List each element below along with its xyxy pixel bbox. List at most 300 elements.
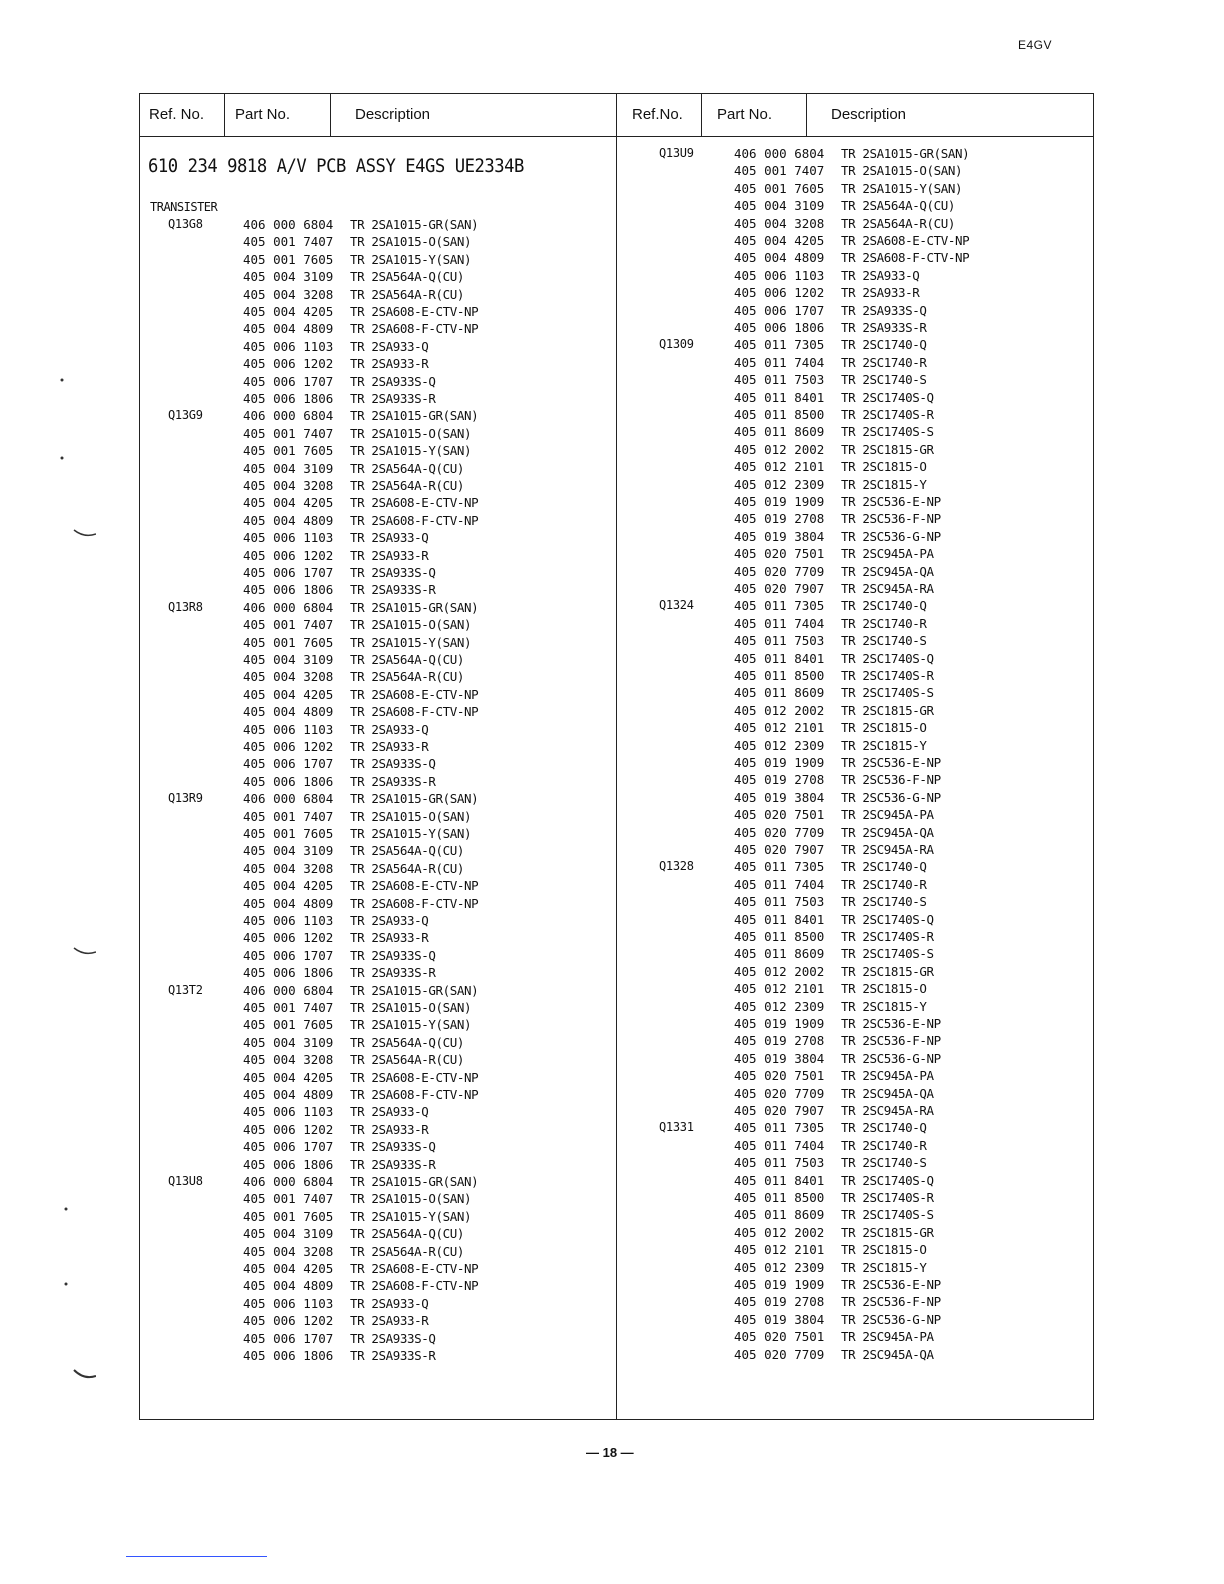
part-number: 405 012 2309 [734, 998, 825, 1014]
part-description: TR 2SA608-F-CTV-NP [350, 704, 479, 720]
ref-number: Q13R8 [168, 599, 203, 614]
part-description: TR 2SA933-R [350, 356, 429, 372]
part-number: 405 012 2002 [734, 963, 825, 979]
col-divider-right-ref [701, 93, 702, 136]
part-number: 405 019 3804 [734, 1050, 825, 1066]
part-description: TR 2SC1740-R [841, 615, 927, 631]
part-description: TR 2SA933S-Q [350, 565, 436, 580]
part-number: 405 004 4205 [243, 878, 334, 894]
col-divider-left-ref [224, 93, 225, 136]
part-description: TR 2SA608-F-CTV-NP [841, 250, 970, 266]
header-ref-no-right: Ref.No. [632, 106, 683, 123]
part-number: 405 004 4809 [243, 512, 334, 528]
part-number: 405 004 4809 [243, 1087, 334, 1102]
part-description: TR 2SA933-Q [350, 530, 429, 546]
part-description: TR 2SA564A-Q(CU) [350, 652, 465, 667]
part-number: 405 006 1103 [243, 913, 334, 928]
ref-number: Q1328 [659, 859, 694, 874]
part-number: 405 011 8401 [734, 911, 825, 927]
part-description: TR 2SA933S-R [350, 391, 436, 406]
part-number: 405 001 7605 [243, 443, 334, 459]
part-number: 405 020 7501 [734, 1329, 825, 1345]
part-description: TR 2SC1815-Y [841, 737, 927, 753]
part-number: 405 012 2002 [734, 1224, 825, 1240]
header-description-right: Description [831, 106, 907, 123]
part-description: TR 2SA564A-R(CU) [350, 286, 465, 302]
part-description: TR 2SA564A-R(CU) [350, 1243, 465, 1259]
part-description: TR 2SA933S-Q [350, 1330, 436, 1346]
ref-number: Q13G9 [168, 408, 203, 423]
part-number: 405 020 7709 [734, 824, 825, 840]
part-number: 405 004 3208 [243, 286, 334, 302]
part-number: 405 001 7407 [243, 808, 334, 824]
part-description: TR 2SC536-E-NP [841, 494, 941, 509]
part-description: TR 2SA933S-R [841, 320, 927, 335]
part-description: TR 2SC1740-Q [841, 337, 927, 353]
part-description: TR 2SA933-Q [350, 338, 429, 354]
part-number: 405 004 3208 [243, 1243, 334, 1259]
part-description: TR 2SA1015-O(SAN) [350, 617, 472, 633]
part-description: TR 2SA933-R [350, 739, 429, 754]
part-number: 405 004 4205 [243, 304, 334, 319]
part-number: 405 001 7407 [243, 617, 334, 633]
header-part-no-right: Part No. [717, 106, 773, 123]
part-number: 405 006 1707 [243, 947, 334, 963]
part-description: TR 2SA1015-Y(SAN) [841, 180, 963, 196]
part-number: 405 004 3208 [243, 1052, 334, 1068]
part-description: TR 2SC1815-O [841, 1242, 927, 1258]
part-number: 405 006 1103 [243, 530, 334, 546]
part-number: 405 004 3109 [243, 1034, 334, 1050]
part-number: 405 004 3109 [734, 198, 825, 214]
part-description: TR 2SC1740-S [841, 1155, 927, 1171]
part-description: TR 2SA1015-Y(SAN) [350, 1208, 472, 1224]
part-description: TR 2SC1740-Q [841, 598, 927, 614]
part-number: 405 011 8401 [734, 1172, 825, 1188]
part-number: 405 001 7605 [243, 251, 334, 267]
part-number: 405 020 7709 [734, 563, 825, 579]
part-number: 405 020 7709 [734, 1346, 825, 1362]
ref-number: Q13U9 [659, 146, 694, 160]
part-description: TR 2SC1740-R [841, 876, 927, 892]
part-number: 405 004 3208 [243, 669, 334, 685]
part-number: 405 011 7503 [734, 1155, 825, 1171]
part-number: 405 006 1806 [734, 320, 825, 335]
part-number: 405 019 1909 [734, 494, 825, 509]
scan-margin-marks [56, 370, 96, 1400]
part-description: TR 2SA1015-Y(SAN) [350, 251, 472, 267]
part-number: 405 012 2309 [734, 1259, 825, 1275]
part-description: TR 2SA933S-R [350, 1348, 436, 1363]
part-number: 405 011 7503 [734, 372, 825, 388]
part-number: 406 000 6804 [243, 408, 334, 424]
part-number: 405 001 7407 [243, 1000, 334, 1015]
part-number: 405 004 4205 [243, 1261, 334, 1276]
part-number: 405 011 8609 [734, 424, 825, 440]
part-description: TR 2SA564A-Q(CU) [841, 198, 956, 214]
part-number: 405 004 4205 [243, 1069, 334, 1085]
part-number: 406 000 6804 [243, 982, 334, 998]
part-number: 405 006 1202 [243, 930, 334, 946]
part-number: 405 011 8500 [734, 668, 825, 683]
part-description: TR 2SC945A-PA [841, 807, 934, 823]
part-description: TR 2SC536-G-NP [841, 528, 941, 544]
part-number: 405 019 2708 [734, 1033, 825, 1049]
part-number: 405 006 1806 [243, 773, 334, 789]
part-description: TR 2SC945A-RA [841, 1103, 934, 1118]
part-number: 405 004 3109 [243, 269, 334, 285]
part-description: TR 2SC536-E-NP [841, 755, 941, 770]
section-title: TRANSISTER [150, 200, 218, 214]
part-number: 405 011 7503 [734, 633, 825, 649]
part-description: TR 2SA564A-R(CU) [350, 860, 465, 876]
part-description: TR 2SA1015-GR(SAN) [841, 146, 970, 161]
ref-number: Q1324 [659, 598, 694, 613]
part-description: TR 2SA933-R [350, 547, 429, 563]
part-number: 405 006 1202 [243, 547, 334, 563]
part-number: 405 004 3208 [734, 215, 825, 231]
part-number: 405 019 3804 [734, 1311, 825, 1327]
part-description: TR 2SA933S-Q [350, 756, 436, 772]
part-number: 405 011 7404 [734, 354, 825, 370]
part-number: 405 006 1202 [243, 1313, 334, 1329]
part-description: TR 2SA564A-R(CU) [350, 478, 465, 493]
part-description: TR 2SA933S-R [350, 582, 436, 598]
part-number: 405 011 7404 [734, 1137, 825, 1153]
part-description: TR 2SC1815-Y [841, 476, 927, 492]
col-divider-left-part [330, 93, 331, 136]
part-description: TR 2SC1740S-R [841, 668, 934, 683]
ref-number: Q13R9 [168, 791, 203, 806]
part-description: TR 2SA608-F-CTV-NP [350, 512, 479, 528]
part-number: 405 001 7605 [243, 1017, 334, 1033]
part-number: 405 004 4205 [734, 233, 825, 248]
center-divider [616, 93, 617, 1420]
part-description: TR 2SC1815-O [841, 459, 927, 475]
part-description: TR 2SC536-F-NP [841, 772, 941, 788]
ref-number: Q1331 [659, 1120, 694, 1135]
part-description: TR 2SC1740S-Q [841, 1172, 934, 1188]
part-number: 405 020 7501 [734, 1068, 825, 1084]
footer-rule [126, 1556, 267, 1557]
part-number: 405 011 8609 [734, 685, 825, 701]
col-divider-right-part [806, 93, 807, 136]
part-description: TR 2SC536-G-NP [841, 789, 941, 805]
part-description: TR 2SA608-E-CTV-NP [350, 304, 479, 319]
part-number: 406 000 6804 [734, 146, 825, 161]
part-number: 405 019 1909 [734, 1277, 825, 1292]
part-number: 405 006 1202 [243, 739, 334, 754]
header-description-left: Description [355, 106, 431, 123]
part-number: 405 012 2101 [734, 1242, 825, 1258]
assembly-title: 610 234 9818 A/V PCB ASSY E4GS UE2334B [148, 156, 524, 177]
part-description: TR 2SA608-E-CTV-NP [350, 878, 479, 894]
part-description: TR 2SA1015-O(SAN) [350, 234, 472, 250]
part-description: TR 2SC1740S-Q [841, 389, 934, 405]
part-description: TR 2SC1815-Y [841, 1259, 927, 1275]
part-description: TR 2SA608-E-CTV-NP [350, 495, 479, 511]
part-number: 405 012 2101 [734, 981, 825, 997]
part-number: 406 000 6804 [243, 217, 334, 232]
part-description: TR 2SA933S-R [350, 965, 436, 981]
part-description: TR 2SC1815-GR [841, 441, 934, 457]
part-description: TR 2SA564A-Q(CU) [350, 269, 465, 285]
part-description: TR 2SA564A-Q(CU) [350, 460, 465, 476]
part-number: 405 006 1707 [243, 1330, 334, 1346]
part-description: TR 2SA1015-Y(SAN) [350, 443, 472, 459]
part-description: TR 2SA608-F-CTV-NP [350, 321, 479, 337]
part-description: TR 2SC945A-QA [841, 563, 934, 579]
part-description: TR 2SA933-Q [350, 721, 429, 737]
header-part-no-left: Part No. [235, 106, 291, 123]
part-number: 405 006 1707 [734, 302, 825, 318]
part-number: 405 019 2708 [734, 1294, 825, 1310]
part-description: TR 2SA1015-GR(SAN) [350, 408, 479, 424]
part-description: TR 2SA1015-GR(SAN) [350, 1174, 479, 1189]
part-description: TR 2SC1740-R [841, 1137, 927, 1153]
part-description: TR 2SC945A-RA [841, 581, 934, 596]
part-description: TR 2SA1015-GR(SAN) [350, 791, 479, 807]
part-description: TR 2SA1015-O(SAN) [350, 808, 472, 824]
part-number: 405 011 8609 [734, 946, 825, 962]
part-number: 405 004 3208 [243, 478, 334, 493]
part-number: 405 001 7605 [243, 1208, 334, 1224]
part-number: 405 011 7305 [734, 337, 825, 353]
part-number: 405 006 1806 [243, 1156, 334, 1172]
part-number: 405 020 7907 [734, 1103, 825, 1118]
part-number: 405 001 7407 [243, 425, 334, 441]
part-description: TR 2SA608-F-CTV-NP [350, 1278, 479, 1294]
part-description: TR 2SC1815-GR [841, 963, 934, 979]
part-number: 405 019 1909 [734, 755, 825, 770]
part-description: TR 2SA1015-O(SAN) [350, 1191, 472, 1207]
part-number: 405 004 4205 [243, 495, 334, 511]
part-description: TR 2SA1015-Y(SAN) [350, 826, 472, 841]
part-number: 405 020 7501 [734, 807, 825, 823]
part-description: TR 2SA933S-Q [350, 373, 436, 389]
part-description: TR 2SA608-F-CTV-NP [350, 895, 479, 911]
part-number: 405 019 3804 [734, 789, 825, 805]
part-description: TR 2SC1740S-R [841, 407, 934, 422]
part-description: TR 2SA1015-Y(SAN) [350, 1017, 472, 1033]
part-description: TR 2SA564A-R(CU) [350, 1052, 465, 1068]
ref-number: Q1309 [659, 337, 694, 352]
part-description: TR 2SC1815-O [841, 720, 927, 736]
part-number: 405 019 1909 [734, 1016, 825, 1031]
part-number: 405 001 7605 [243, 634, 334, 650]
part-description: TR 2SA933-Q [350, 913, 429, 928]
part-number: 405 012 2309 [734, 476, 825, 492]
part-number: 405 004 4809 [734, 250, 825, 266]
part-description: TR 2SA608-E-CTV-NP [841, 233, 970, 248]
part-number: 405 006 1103 [243, 721, 334, 737]
part-number: 405 006 1103 [243, 1295, 334, 1311]
part-number: 405 004 4809 [243, 895, 334, 911]
part-number: 405 001 7407 [734, 163, 825, 179]
part-number: 405 006 1806 [243, 391, 334, 406]
part-description: TR 2SA1015-GR(SAN) [350, 217, 479, 232]
part-number: 405 004 3109 [243, 460, 334, 476]
part-description: TR 2SA933-Q [841, 267, 920, 283]
ref-number: Q13G8 [168, 217, 203, 231]
part-description: TR 2SC1740-Q [841, 1120, 927, 1136]
part-description: TR 2SA564A-Q(CU) [350, 1226, 465, 1242]
part-description: TR 2SC945A-RA [841, 842, 934, 857]
part-number: 405 001 7407 [243, 1191, 334, 1207]
part-description: TR 2SC1740S-S [841, 685, 934, 701]
part-number: 405 004 3109 [243, 843, 334, 859]
part-number: 405 006 1806 [243, 582, 334, 598]
part-number: 406 000 6804 [243, 599, 334, 615]
part-number: 405 020 7907 [734, 581, 825, 596]
page-number: — 18 — [586, 1445, 634, 1460]
part-description: TR 2SC1740-Q [841, 859, 927, 875]
part-number: 405 001 7605 [734, 180, 825, 196]
part-description: TR 2SA608-E-CTV-NP [350, 1261, 479, 1276]
part-number: 406 000 6804 [243, 1174, 334, 1189]
part-description: TR 2SC945A-QA [841, 1085, 934, 1101]
part-description: TR 2SC1740-S [841, 372, 927, 388]
part-number: 405 006 1103 [243, 1104, 334, 1120]
model-code: E4GV [1018, 38, 1053, 52]
part-description: TR 2SC1740S-Q [841, 911, 934, 927]
part-number: 405 011 8401 [734, 650, 825, 666]
part-number: 405 004 4809 [243, 704, 334, 720]
part-number: 405 020 7709 [734, 1085, 825, 1101]
part-description: TR 2SA933-R [841, 285, 920, 301]
part-number: 405 006 1806 [243, 965, 334, 981]
part-description: TR 2SA1015-GR(SAN) [350, 599, 479, 615]
part-description: TR 2SC1815-GR [841, 702, 934, 718]
part-description: TR 2SA1015-GR(SAN) [350, 982, 479, 998]
part-number: 405 011 7305 [734, 598, 825, 614]
part-description: TR 2SA933S-Q [350, 1139, 436, 1155]
part-description: TR 2SC1740-S [841, 633, 927, 649]
part-description: TR 2SC1740S-R [841, 929, 934, 944]
part-description: TR 2SC536-F-NP [841, 511, 941, 527]
part-number: 405 012 2101 [734, 459, 825, 475]
part-description: TR 2SA608-F-CTV-NP [350, 1087, 479, 1102]
part-description: TR 2SA608-E-CTV-NP [350, 686, 479, 702]
part-description: TR 2SC1740-R [841, 354, 927, 370]
part-description: TR 2SA933S-R [350, 773, 436, 789]
part-number: 405 006 1806 [243, 1348, 334, 1363]
part-number: 406 000 6804 [243, 791, 334, 807]
part-description: TR 2SA1015-Y(SAN) [350, 634, 472, 650]
part-description: TR 2SC536-G-NP [841, 1050, 941, 1066]
part-number: 405 006 1202 [243, 1121, 334, 1137]
part-description: TR 2SC1740-S [841, 894, 927, 910]
part-description: TR 2SC536-F-NP [841, 1033, 941, 1049]
part-description: TR 2SC945A-PA [841, 1329, 934, 1345]
ref-number: Q13T2 [168, 982, 203, 997]
part-number: 405 011 8500 [734, 407, 825, 422]
part-number: 405 020 7907 [734, 842, 825, 857]
part-description: TR 2SC536-F-NP [841, 1294, 941, 1310]
part-number: 405 006 1103 [243, 338, 334, 354]
part-number: 405 012 2101 [734, 720, 825, 736]
part-description: TR 2SA933S-Q [841, 302, 927, 318]
part-description: TR 2SA564A-Q(CU) [350, 843, 465, 859]
part-description: TR 2SA933-Q [350, 1295, 429, 1311]
part-number: 405 004 4205 [243, 686, 334, 702]
part-number: 405 019 2708 [734, 511, 825, 527]
part-description: TR 2SA564A-R(CU) [841, 215, 956, 231]
part-number: 405 006 1707 [243, 373, 334, 389]
part-number: 405 006 1103 [734, 267, 825, 283]
part-description: TR 2SC1815-GR [841, 1224, 934, 1240]
part-number: 405 006 1202 [243, 356, 334, 372]
header-ref-no-left: Ref. No. [149, 106, 205, 123]
part-number: 405 011 7305 [734, 859, 825, 875]
part-number: 405 011 8500 [734, 929, 825, 944]
part-number: 405 020 7501 [734, 546, 825, 562]
part-description: TR 2SA933-R [350, 930, 429, 946]
part-number: 405 011 7404 [734, 876, 825, 892]
part-description: TR 2SA933-Q [350, 1104, 429, 1120]
part-description: TR 2SA1015-O(SAN) [841, 163, 963, 179]
part-description: TR 2SC1740S-Q [841, 650, 934, 666]
part-number: 405 006 1707 [243, 756, 334, 772]
part-description: TR 2SC536-E-NP [841, 1277, 941, 1292]
part-number: 405 011 7503 [734, 894, 825, 910]
part-number: 405 012 2309 [734, 737, 825, 753]
part-description: TR 2SC1740S-S [841, 1207, 934, 1223]
part-number: 405 006 1202 [734, 285, 825, 301]
part-number: 405 004 4809 [243, 1278, 334, 1294]
part-description: TR 2SC1740S-S [841, 424, 934, 440]
part-description: TR 2SC945A-QA [841, 1346, 934, 1362]
part-description: TR 2SC536-E-NP [841, 1016, 941, 1031]
part-description: TR 2SA564A-Q(CU) [350, 1034, 465, 1050]
part-description: TR 2SC945A-PA [841, 546, 934, 562]
part-number: 405 011 7305 [734, 1120, 825, 1136]
part-number: 405 011 7404 [734, 615, 825, 631]
part-description: TR 2SA608-E-CTV-NP [350, 1069, 479, 1085]
part-number: 405 004 3109 [243, 652, 334, 667]
part-description: TR 2SC1740S-R [841, 1190, 934, 1205]
part-number: 405 012 2002 [734, 702, 825, 718]
part-description: TR 2SC1815-O [841, 981, 927, 997]
part-number: 405 011 8500 [734, 1190, 825, 1205]
part-description: TR 2SA933-R [350, 1121, 429, 1137]
part-description: TR 2SC1815-Y [841, 998, 927, 1014]
ref-number: Q13U8 [168, 1174, 203, 1188]
part-number: 405 001 7407 [243, 234, 334, 250]
part-description: TR 2SA1015-O(SAN) [350, 425, 472, 441]
part-description: TR 2SA564A-R(CU) [350, 669, 465, 685]
part-number: 405 004 4809 [243, 321, 334, 337]
part-number: 405 011 8401 [734, 389, 825, 405]
part-number: 405 012 2002 [734, 441, 825, 457]
part-number: 405 001 7605 [243, 826, 334, 841]
part-description: TR 2SA933S-R [350, 1156, 436, 1172]
part-description: TR 2SC945A-QA [841, 824, 934, 840]
part-number: 405 006 1707 [243, 565, 334, 580]
part-number: 405 019 3804 [734, 528, 825, 544]
part-number: 405 011 8609 [734, 1207, 825, 1223]
part-number: 405 004 3109 [243, 1226, 334, 1242]
part-number: 405 004 3208 [243, 860, 334, 876]
part-description: TR 2SC945A-PA [841, 1068, 934, 1084]
part-description: TR 2SA933-R [350, 1313, 429, 1329]
part-description: TR 2SA1015-O(SAN) [350, 1000, 472, 1015]
part-number: 405 006 1707 [243, 1139, 334, 1155]
part-description: TR 2SA933S-Q [350, 947, 436, 963]
part-description: TR 2SC536-G-NP [841, 1311, 941, 1327]
part-description: TR 2SC1740S-S [841, 946, 934, 962]
part-number: 405 019 2708 [734, 772, 825, 788]
